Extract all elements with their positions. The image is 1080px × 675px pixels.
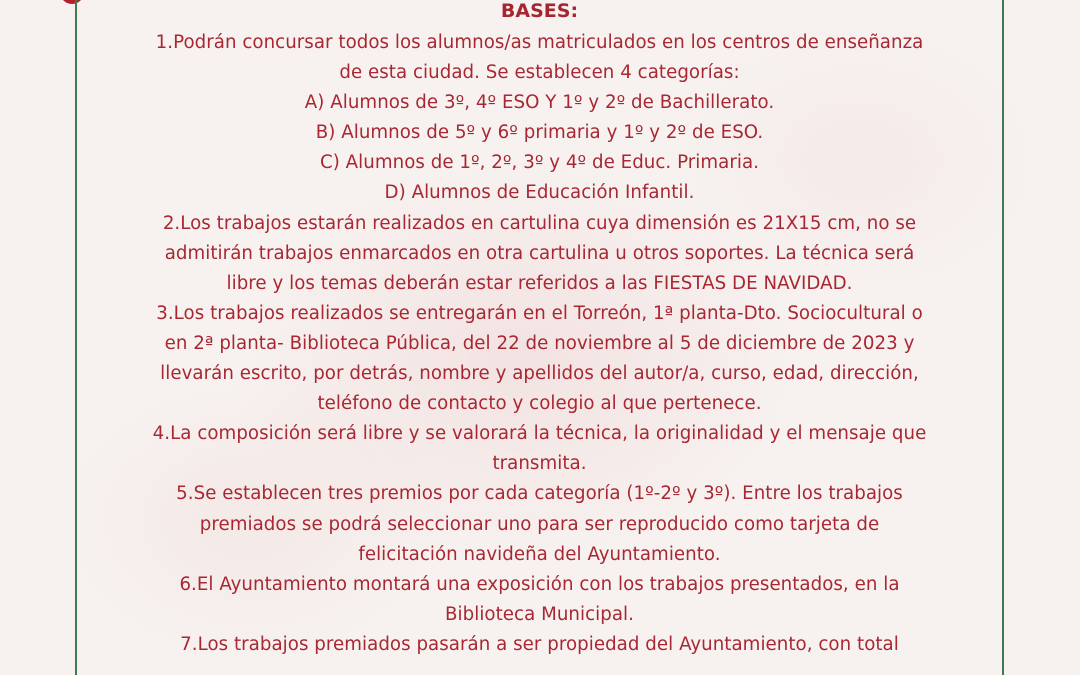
text-line: en 2ª planta- Biblioteca Pública, del 22 de noviembre al 5 de diciembre de 2023 y xyxy=(164,332,915,354)
text-line: 4.La composición será libre y se valorará la técnica, la originalidad y el mensaje que xyxy=(152,423,927,445)
text-line: admitirán trabajos enmarcados en otra cartulina u otros soportes. La técnica será xyxy=(164,242,915,264)
text-line: libre y los temas deberán estar referidos a las FIESTAS DE NAVIDAD. xyxy=(226,272,853,294)
text-line: 3.Los trabajos realizados se entregarán en el Torreón, 1ª planta-Dto. Sociocultural o xyxy=(156,302,923,324)
text-line: transmita. xyxy=(492,453,587,475)
frame-right-border xyxy=(1002,0,1004,675)
text-line: 5.Se establecen tres premios por cada categoría (1º-2º y 3º). Entre los trabajos xyxy=(176,483,903,505)
text-line: 2.Los trabajos estarán realizados en cartulina cuya dimensión es 21X15 cm, no se xyxy=(162,212,917,234)
text-line: de esta ciudad. Se establecen 4 categorías: xyxy=(339,62,740,84)
text-line: 7.Los trabajos premiados pasarán a ser propiedad del Ayuntamiento, con total xyxy=(180,633,899,655)
text-line: teléfono de contacto y colegio al que pertenece. xyxy=(317,393,762,415)
text-line: 1.Podrán concursar todos los alumnos/as matriculados en los centros de enseñanza xyxy=(155,32,924,53)
text-line: felicitación navideña del Ayuntamiento. xyxy=(358,543,721,565)
text-line: Biblioteca Municipal. xyxy=(445,603,634,625)
rules-text xyxy=(78,28,1001,660)
text-line: 6.El Ayuntamiento montará una exposición con los trabajos presentados, en la xyxy=(179,573,900,595)
text-line: premiados se podrá seleccionar uno para ser reproducido como tarjeta de xyxy=(199,513,880,535)
text-line: C) Alumnos de 1º, 2º, 3º y 4º de Educ. Primaria. xyxy=(319,152,760,174)
rules-document xyxy=(78,0,1001,660)
document-title: BASES: xyxy=(500,0,579,22)
frame-left-border xyxy=(75,0,77,675)
text-line: llevarán escrito, por detrás, nombre y apellidos del autor/a, curso, edad, dirección, xyxy=(160,363,919,385)
text-line: A) Alumnos de 3º, 4º ESO Y 1º y 2º de Bachillerato. xyxy=(304,92,775,114)
text-line: D) Alumnos de Educación Infantil. xyxy=(384,182,695,204)
text-line: B) Alumnos de 5º y 6º primaria y 1º y 2º de ESO. xyxy=(315,122,764,144)
